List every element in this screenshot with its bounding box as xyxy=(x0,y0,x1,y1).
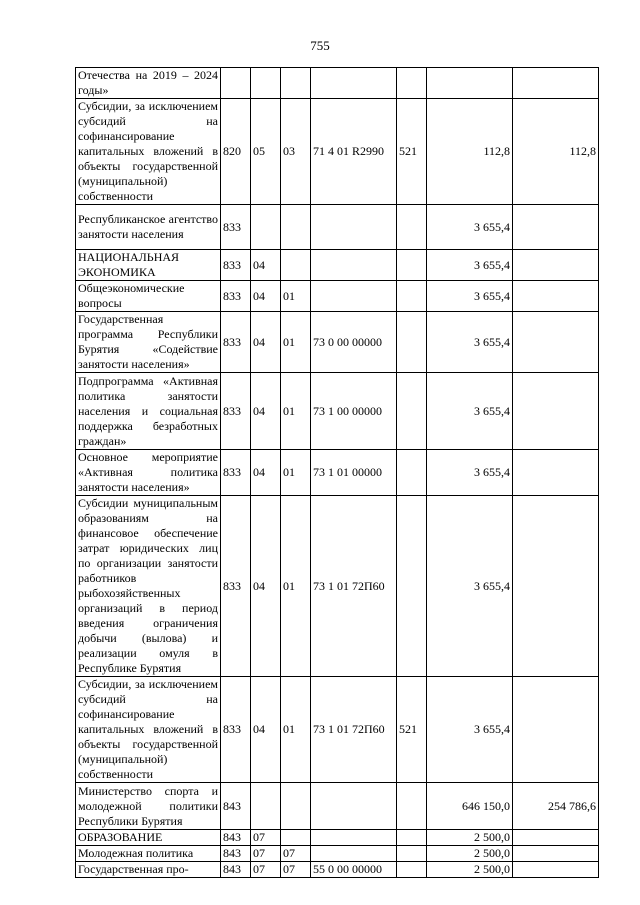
row-subsection-cell xyxy=(281,783,311,830)
row-section-cell: 04 xyxy=(251,677,281,783)
row-name-cell: Подпрограмма «Активная политика занятости населения и социальная поддержка безработных граждан» xyxy=(76,373,221,450)
row-amount-federal-cell xyxy=(513,373,599,450)
row-target-article-cell: 73 1 01 72П60 xyxy=(311,677,397,783)
row-section-cell xyxy=(251,783,281,830)
row-target-article-cell: 73 1 00 00000 xyxy=(311,373,397,450)
row-amount-cell: 2 500,0 xyxy=(427,862,513,878)
row-target-article-cell: 73 1 01 72П60 xyxy=(311,496,397,677)
row-name-cell: Субсидии, за исключением субсидий на софинансирование капитальных вложений в объекты государственной (муниципальной) собственности xyxy=(76,99,221,205)
row-amount-cell: 3 655,4 xyxy=(427,250,513,281)
row-name-cell: НАЦИОНАЛЬНАЯ ЭКОНОМИКА xyxy=(76,250,221,281)
row-amount-cell: 646 150,0 xyxy=(427,783,513,830)
row-amount-federal-cell xyxy=(513,846,599,862)
row-amount-cell: 3 655,4 xyxy=(427,281,513,312)
row-section-cell: 04 xyxy=(251,250,281,281)
row-section-cell: 07 xyxy=(251,846,281,862)
table-row xyxy=(76,862,599,878)
row-section-cell: 04 xyxy=(251,496,281,677)
table-row xyxy=(76,496,599,677)
row-expense-type-cell xyxy=(397,862,427,878)
row-target-article-cell: 55 0 00 00000 xyxy=(311,862,397,878)
row-expense-type-cell xyxy=(397,312,427,373)
row-amount-federal-cell xyxy=(513,496,599,677)
row-name-cell: Субсидии муниципальным образованиям на финансовое обеспечение затрат юридических лиц по организации занятости работников рыбохозяйственных организаций в период введения ограничения добычи (вылова) и реализации омуля в Республике Бурятия xyxy=(76,496,221,677)
row-subsection-cell xyxy=(281,250,311,281)
row-grbs-cell xyxy=(221,68,251,99)
row-target-article-cell xyxy=(311,68,397,99)
row-subsection-cell: 07 xyxy=(281,846,311,862)
row-target-article-cell xyxy=(311,846,397,862)
row-amount-cell: 3 655,4 xyxy=(427,496,513,677)
row-subsection-cell: 03 xyxy=(281,99,311,205)
row-name-cell: Республиканское агентство занятости населения xyxy=(76,205,221,250)
row-name-cell: Отечества на 2019 – 2024 годы» xyxy=(76,68,221,99)
row-name-cell: Государственная программа Республики Бурятия «Содействие занятости населения» xyxy=(76,312,221,373)
row-expense-type-cell xyxy=(397,783,427,830)
row-expense-type-cell xyxy=(397,450,427,496)
row-amount-cell: 112,8 xyxy=(427,99,513,205)
row-target-article-cell xyxy=(311,281,397,312)
row-section-cell: 04 xyxy=(251,281,281,312)
row-subsection-cell: 01 xyxy=(281,373,311,450)
row-amount-federal-cell xyxy=(513,312,599,373)
table-row xyxy=(76,68,599,99)
row-subsection-cell: 07 xyxy=(281,862,311,878)
row-expense-type-cell xyxy=(397,496,427,677)
row-name-cell: Общеэкономические вопросы xyxy=(76,281,221,312)
table-body xyxy=(76,68,599,878)
row-grbs-cell: 843 xyxy=(221,846,251,862)
row-grbs-cell: 833 xyxy=(221,496,251,677)
row-amount-cell: 2 500,0 xyxy=(427,830,513,846)
row-amount-cell: 3 655,4 xyxy=(427,450,513,496)
table-row xyxy=(76,250,599,281)
row-subsection-cell xyxy=(281,830,311,846)
row-section-cell xyxy=(251,68,281,99)
row-amount-federal-cell xyxy=(513,205,599,250)
row-amount-federal-cell xyxy=(513,68,599,99)
row-expense-type-cell xyxy=(397,205,427,250)
table-row xyxy=(76,830,599,846)
row-section-cell: 04 xyxy=(251,450,281,496)
row-grbs-cell: 833 xyxy=(221,373,251,450)
row-expense-type-cell xyxy=(397,281,427,312)
row-amount-cell: 3 655,4 xyxy=(427,205,513,250)
row-target-article-cell: 73 1 01 00000 xyxy=(311,450,397,496)
budget-table xyxy=(75,67,599,878)
row-subsection-cell xyxy=(281,68,311,99)
row-name-cell: ОБРАЗОВАНИЕ xyxy=(76,830,221,846)
table-row xyxy=(76,783,599,830)
table-row xyxy=(76,312,599,373)
table-row xyxy=(76,677,599,783)
row-amount-federal-cell xyxy=(513,450,599,496)
row-section-cell: 07 xyxy=(251,862,281,878)
row-subsection-cell: 01 xyxy=(281,677,311,783)
row-section-cell: 04 xyxy=(251,312,281,373)
table-row xyxy=(76,281,599,312)
row-subsection-cell: 01 xyxy=(281,496,311,677)
row-subsection-cell: 01 xyxy=(281,450,311,496)
row-grbs-cell: 833 xyxy=(221,312,251,373)
row-grbs-cell: 843 xyxy=(221,830,251,846)
row-section-cell: 07 xyxy=(251,830,281,846)
row-target-article-cell xyxy=(311,250,397,281)
row-name-cell: Основное мероприятие «Активная политика занятости населения» xyxy=(76,450,221,496)
row-subsection-cell: 01 xyxy=(281,281,311,312)
row-expense-type-cell: 521 xyxy=(397,99,427,205)
row-amount-federal-cell xyxy=(513,281,599,312)
row-expense-type-cell xyxy=(397,846,427,862)
row-target-article-cell xyxy=(311,830,397,846)
row-amount-cell: 3 655,4 xyxy=(427,312,513,373)
row-grbs-cell: 843 xyxy=(221,783,251,830)
row-name-cell: Молодежная политика xyxy=(76,846,221,862)
row-section-cell xyxy=(251,205,281,250)
row-grbs-cell: 833 xyxy=(221,677,251,783)
row-amount-cell: 2 500,0 xyxy=(427,846,513,862)
row-amount-federal-cell: 112,8 xyxy=(513,99,599,205)
row-expense-type-cell xyxy=(397,250,427,281)
row-amount-federal-cell xyxy=(513,250,599,281)
table-row xyxy=(76,846,599,862)
row-amount-federal-cell xyxy=(513,677,599,783)
table-row xyxy=(76,450,599,496)
row-amount-cell xyxy=(427,68,513,99)
row-subsection-cell xyxy=(281,205,311,250)
row-amount-federal-cell xyxy=(513,862,599,878)
table-row xyxy=(76,99,599,205)
row-amount-cell: 3 655,4 xyxy=(427,373,513,450)
row-grbs-cell: 833 xyxy=(221,450,251,496)
row-name-cell: Субсидии, за исключением субсидий на софинансирование капитальных вложений в объекты государственной (муниципальной) собственности xyxy=(76,677,221,783)
row-expense-type-cell xyxy=(397,373,427,450)
row-grbs-cell: 820 xyxy=(221,99,251,205)
row-section-cell: 05 xyxy=(251,99,281,205)
row-target-article-cell: 73 0 00 00000 xyxy=(311,312,397,373)
row-amount-cell: 3 655,4 xyxy=(427,677,513,783)
row-grbs-cell: 833 xyxy=(221,281,251,312)
row-expense-type-cell xyxy=(397,68,427,99)
row-grbs-cell: 833 xyxy=(221,250,251,281)
table-row xyxy=(76,205,599,250)
row-target-article-cell xyxy=(311,783,397,830)
row-target-article-cell xyxy=(311,205,397,250)
row-grbs-cell: 843 xyxy=(221,862,251,878)
row-expense-type-cell: 521 xyxy=(397,677,427,783)
row-amount-federal-cell: 254 786,6 xyxy=(513,783,599,830)
table-row xyxy=(76,373,599,450)
row-target-article-cell: 71 4 01 R2990 xyxy=(311,99,397,205)
row-amount-federal-cell xyxy=(513,830,599,846)
page-number: 755 xyxy=(310,38,330,53)
row-grbs-cell: 833 xyxy=(221,205,251,250)
row-subsection-cell: 01 xyxy=(281,312,311,373)
row-name-cell: Министерство спорта и молодежной политики Республики Бурятия xyxy=(76,783,221,830)
row-section-cell: 04 xyxy=(251,373,281,450)
row-name-cell: Государственная про- xyxy=(76,862,221,878)
row-expense-type-cell xyxy=(397,830,427,846)
